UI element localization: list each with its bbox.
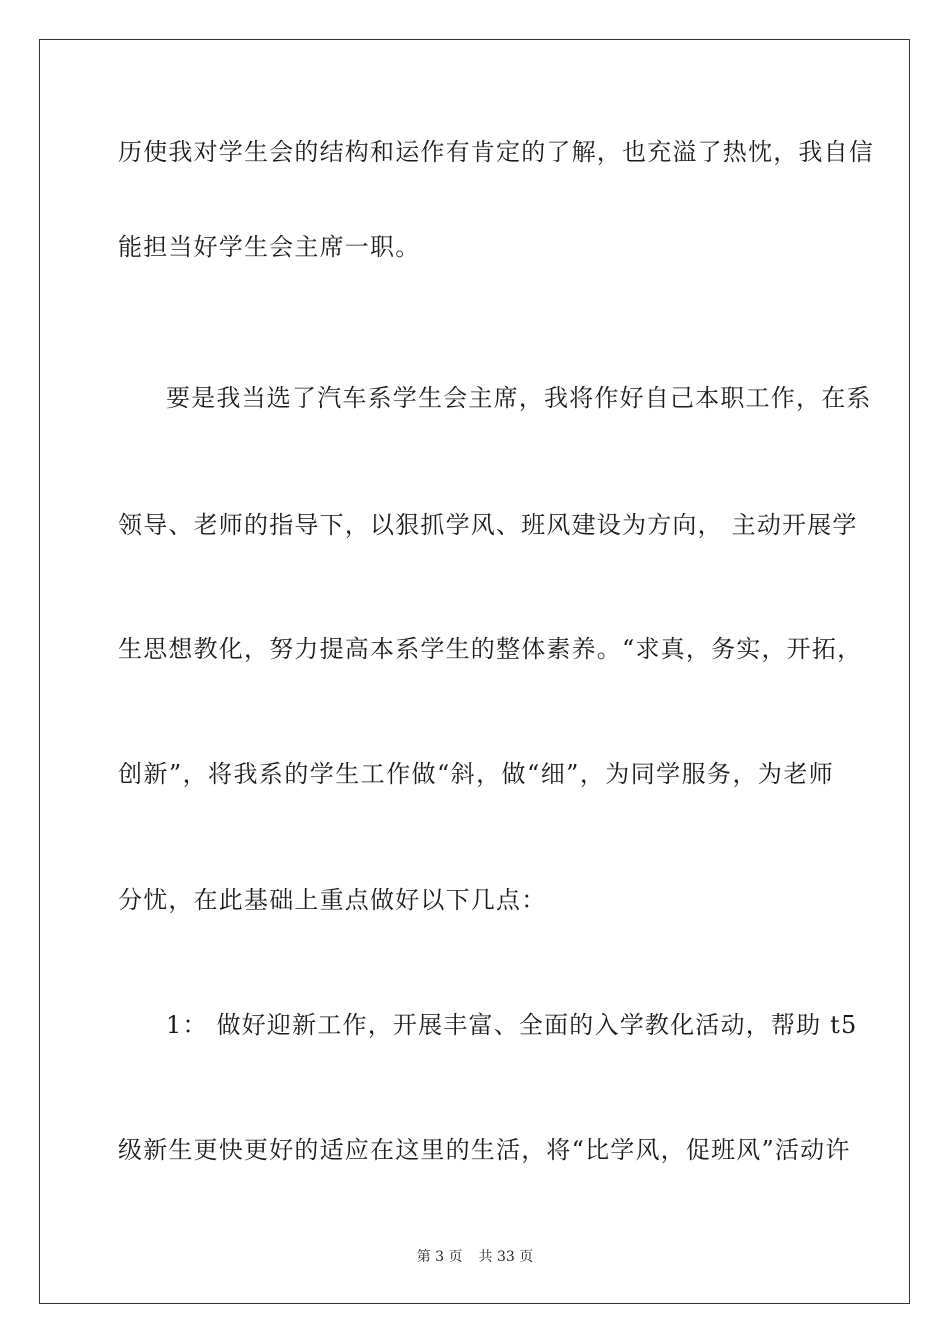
body-line-5: 生思想教化，努力提高本系学生的整体素养。“求真，务实，开拓，	[118, 635, 863, 663]
body-line-1: 历使我对学生会的结构和运作有肯定的了解，也充溢了热忱，我自信	[118, 138, 874, 166]
body-line-3: 要是我当选了汽车系学生会主席，我将作好自己本职工作，在系	[166, 384, 872, 412]
body-line-2: 能担当好学生会主席一职。	[118, 233, 421, 261]
page-number: 第 3 页	[416, 1249, 463, 1265]
body-line-8: 1： 做好迎新工作，开展丰富、全面的入学教化活动，帮助 t5	[166, 1011, 858, 1039]
body-line-9: 级新生更快更好的适应在这里的生活，将“比学风，促班风”活动许	[118, 1136, 851, 1164]
body-line-4: 领导、老师的指导下，以狠抓学风、班风建设为方向， 主动开展学	[118, 511, 858, 539]
page-footer	[0, 1248, 950, 1266]
page-frame	[39, 39, 910, 1304]
body-line-6: 创新”，将我系的学生工作做“斜，做“细”，为同学服务，为老师	[118, 760, 834, 788]
body-line-7: 分忧，在此基础上重点做好以下几点：	[118, 886, 547, 914]
page-total: 共 33 页	[478, 1249, 534, 1265]
